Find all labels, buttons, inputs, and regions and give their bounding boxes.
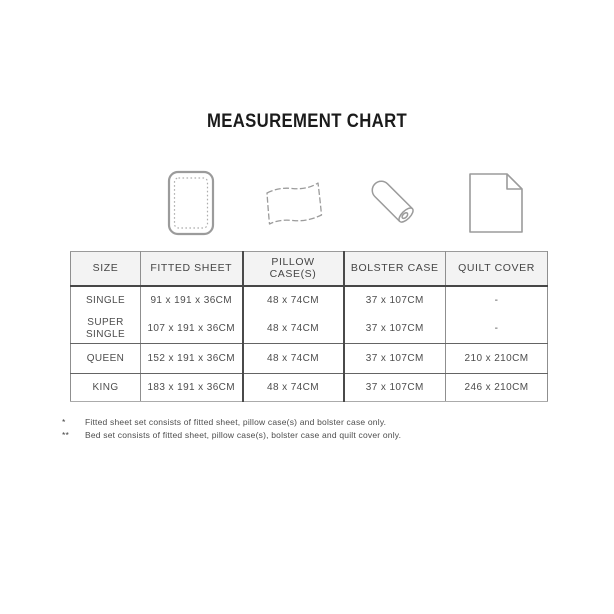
cell-pillow-cases: 48 x 74CM: [243, 374, 344, 402]
table-header-row: [71, 252, 548, 286]
cell-pillow-cases: 48 x 74CM: [243, 315, 344, 344]
page-title: MEASUREMENT CHART: [206, 111, 408, 132]
cell-pillow-cases: 48 x 74CM: [243, 286, 344, 315]
footnote-fitted-sheet-set: [62, 416, 522, 429]
bolster-icon: [365, 172, 423, 234]
cell-pillow-cases: 48 x 74CM: [243, 344, 344, 374]
column-header-quilt-cover: QUILT COVER: [446, 252, 548, 286]
product-icons-row: [70, 163, 547, 243]
footnote-text: Bed set consists of fitted sheet, pillow case(s), bolster case and quilt cover only.: [85, 430, 402, 440]
table-row-single: [71, 286, 548, 315]
cell-size: SUPER SINGLE: [71, 315, 141, 344]
column-header-fitted-sheet: FITTED SHEET: [141, 252, 243, 286]
cell-quilt-cover: -: [446, 315, 548, 344]
footnote-text: Fitted sheet set consists of fitted sheet, pillow case(s) and bolster case only.: [85, 417, 387, 427]
cell-size: QUEEN: [71, 344, 141, 374]
cell-size: KING: [71, 374, 141, 402]
cell-quilt-cover: 246 x 210CM: [446, 374, 548, 402]
cell-bolster-case: 37 x 107CM: [344, 315, 446, 344]
footnote-bed-set: [62, 429, 522, 442]
footnotes: [62, 416, 522, 442]
footnote-marker: *: [62, 417, 66, 427]
quilt-cover-icon: [468, 172, 524, 234]
cell-bolster-case: 37 x 107CM: [344, 344, 446, 374]
pillow-icon: [263, 180, 323, 226]
column-header-size: SIZE: [71, 252, 141, 286]
cell-quilt-cover: -: [446, 286, 548, 315]
cell-fitted-sheet: 183 x 191 x 36CM: [141, 374, 243, 402]
table-row-queen: [71, 344, 548, 374]
column-header-bolster-case: BOLSTER CASE: [344, 252, 446, 286]
cell-size: SINGLE: [71, 286, 141, 315]
footnote-marker: **: [62, 430, 70, 440]
cell-fitted-sheet: 152 x 191 x 36CM: [141, 344, 243, 374]
cell-quilt-cover: 210 x 210CM: [446, 344, 548, 374]
fitted-sheet-icon: [167, 170, 215, 236]
table-row-super-single: [71, 315, 548, 344]
table-row-king: [71, 374, 548, 402]
cell-fitted-sheet: 107 x 191 x 36CM: [141, 315, 243, 344]
cell-bolster-case: 37 x 107CM: [344, 374, 446, 402]
cell-bolster-case: 37 x 107CM: [344, 286, 446, 315]
measurement-table: [70, 251, 548, 402]
column-header-pillow-cases: PILLOW CASE(S): [243, 252, 344, 286]
cell-fitted-sheet: 91 x 191 x 36CM: [141, 286, 243, 315]
